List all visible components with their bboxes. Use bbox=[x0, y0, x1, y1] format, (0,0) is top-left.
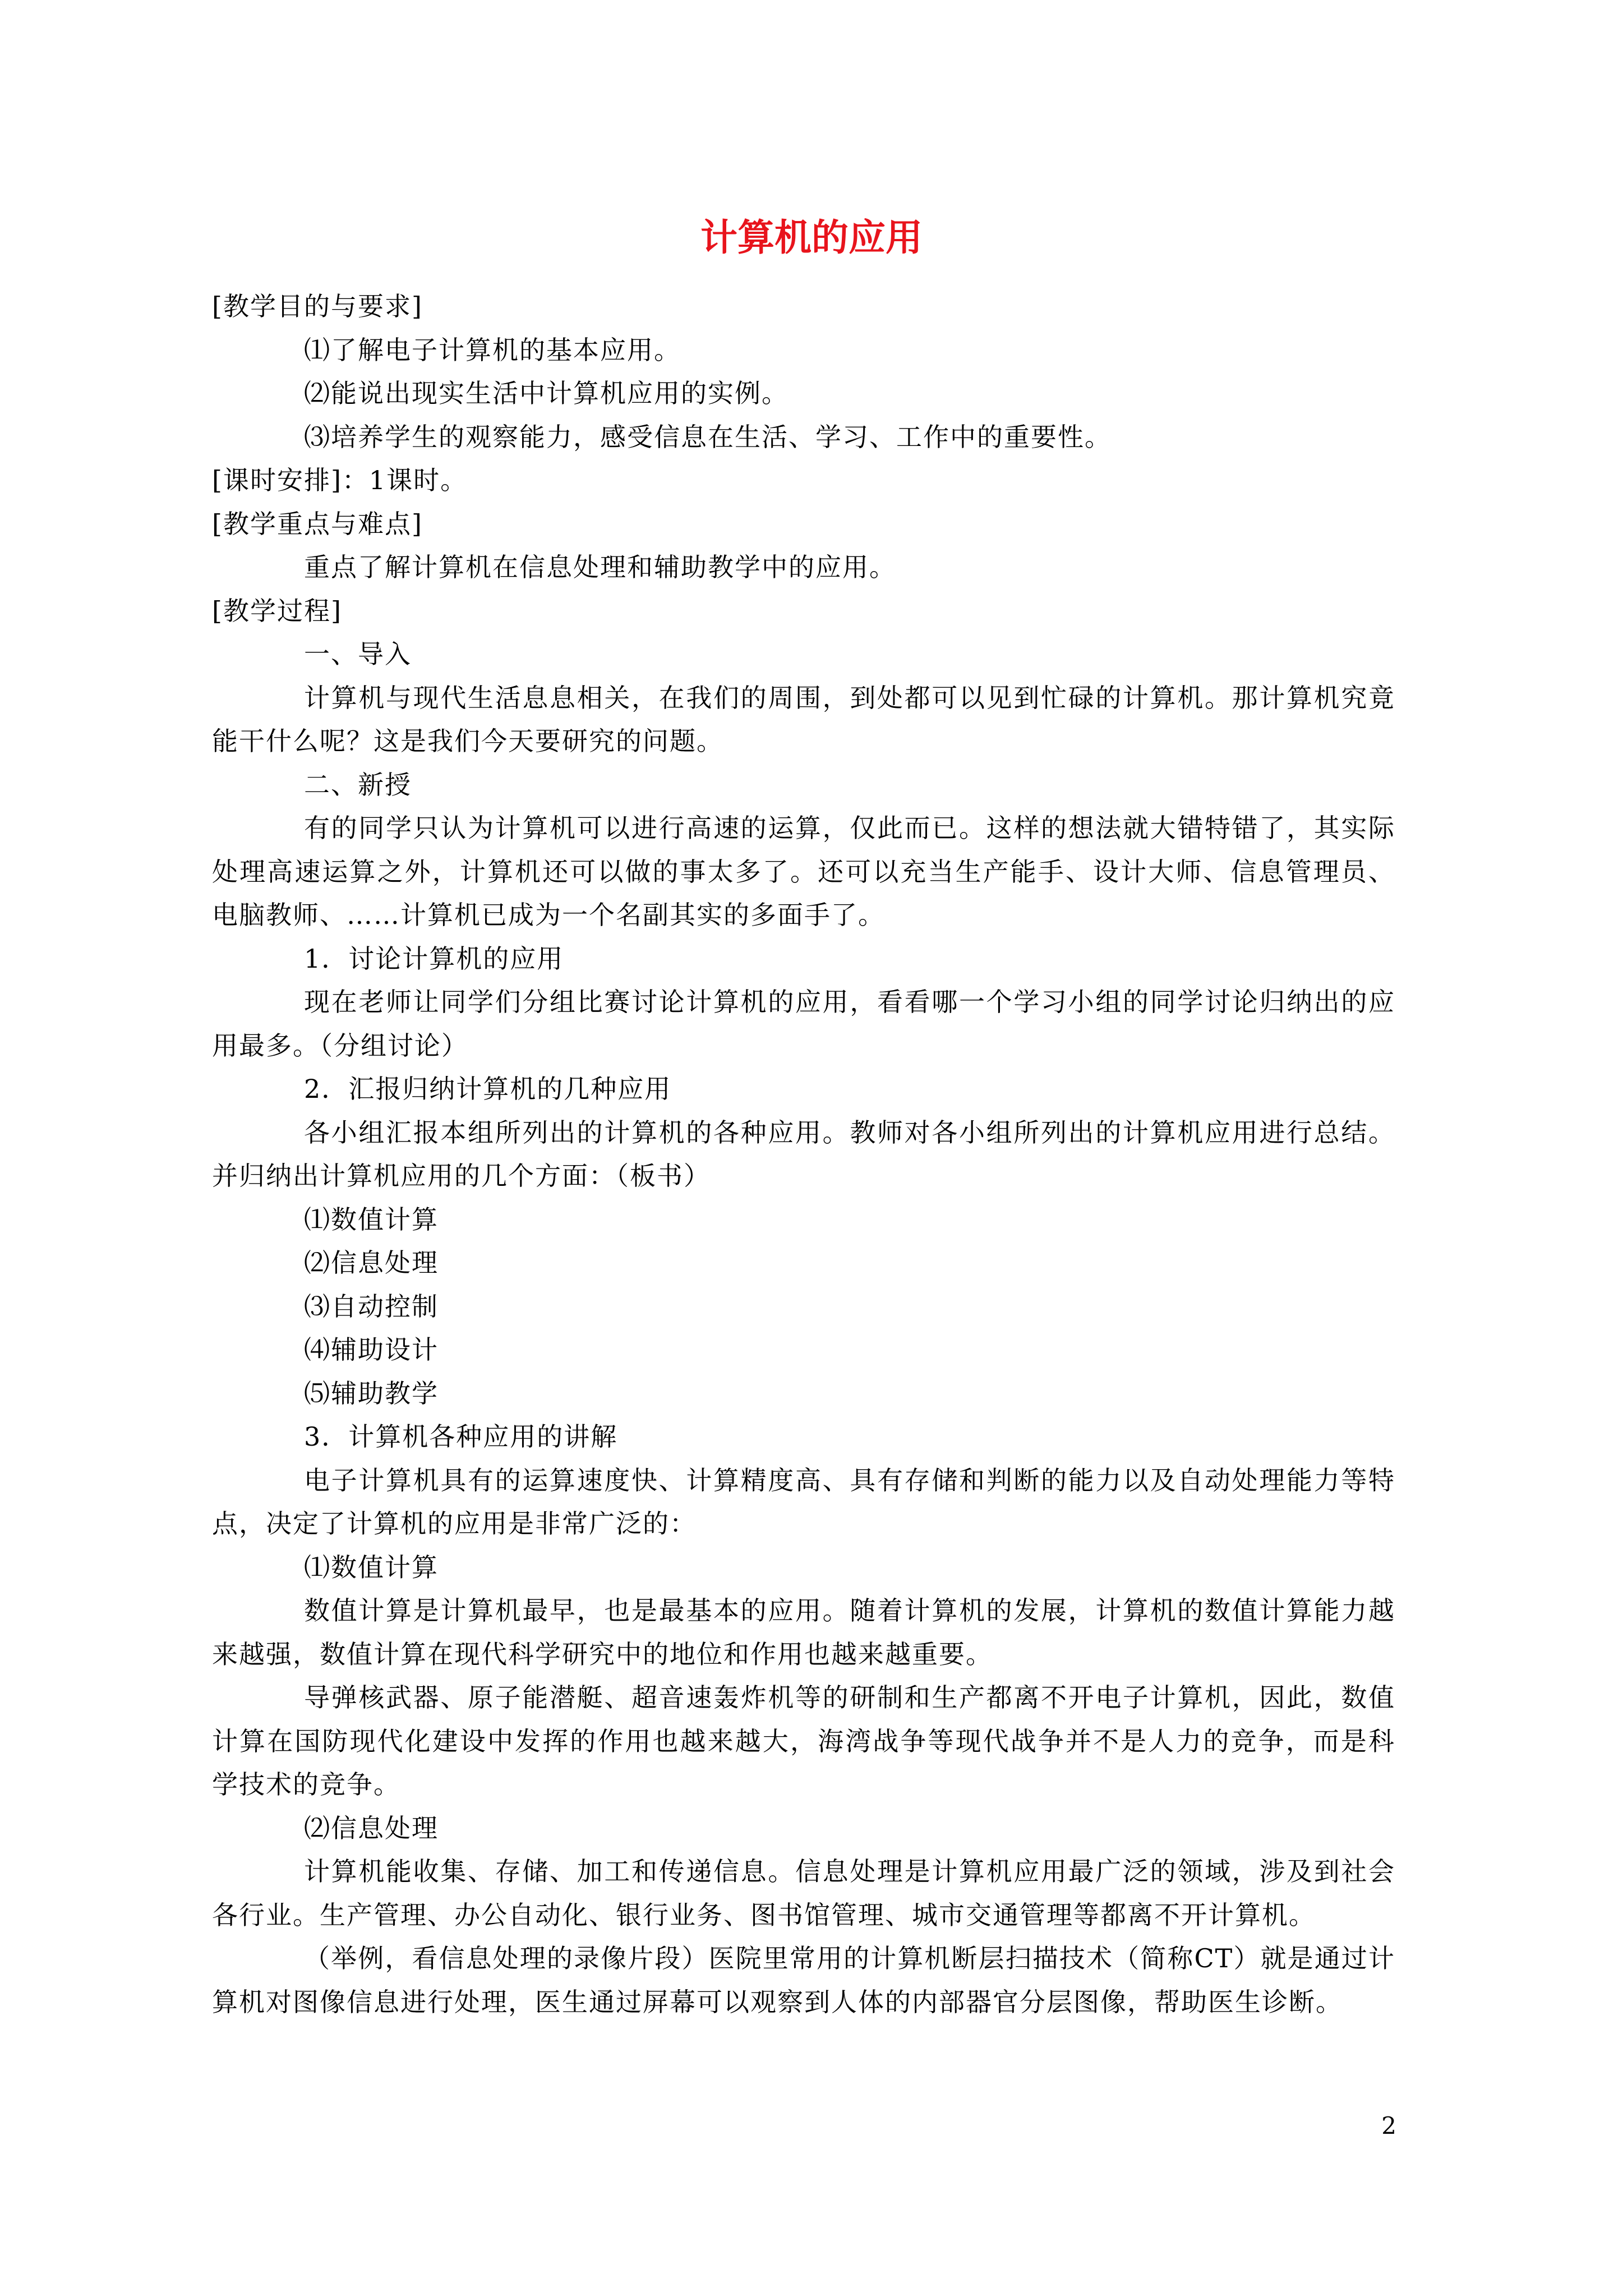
intro-paragraph: 计算机与现代生活息息相关，在我们的周围，到处都可以见到忙碌的计算机。那计算机究竟能干什么呢？这是我们今天要研究的问题。 bbox=[212, 682, 1395, 756]
objective-item: ⑴了解电子计算机的基本应用。 bbox=[304, 334, 681, 365]
application-item: ⑴数值计算 bbox=[304, 1204, 439, 1235]
step3-heading: 3．计算机各种应用的讲解 bbox=[304, 1421, 618, 1452]
application-item: ⑵信息处理 bbox=[304, 1248, 439, 1278]
schedule-line: [课时安排]：1课时。 bbox=[212, 465, 468, 495]
info-paragraph-1: 计算机能收集、存储、加工和传递信息。信息处理是计算机应用最广泛的领域，涉及到社会各行业。生产管理、办公自动化、银行业务、图书馆管理、城市交通管理等都离不开计算机。 bbox=[212, 1856, 1395, 1930]
step3-paragraph: 电子计算机具有的运算速度快、计算精度高、具有存储和判断的能力以及自动处理能力等特点，决定了计算机的应用是非常广泛的： bbox=[212, 1465, 1395, 1539]
step2-heading: 2．汇报归纳计算机的几种应用 bbox=[304, 1074, 672, 1104]
numeric-paragraph-2: 导弹核武器、原子能潜艇、超音速轰炸机等的研制和生产都离不开电子计算机，因此，数值计算在国防现代化建设中发挥的作用也越来越大，海湾战争等现代战争并不是人力的竞争，而是科学技术的竞争。 bbox=[212, 1682, 1395, 1800]
keypoints-heading: [教学重点与难点] bbox=[212, 508, 423, 539]
document-title: 计算机的应用 bbox=[700, 215, 923, 259]
intro-heading: 一、导入 bbox=[304, 639, 412, 669]
numeric-heading: ⑴数值计算 bbox=[304, 1552, 439, 1582]
step2-paragraph: 各小组汇报本组所列出的计算机的各种应用。教师对各小组所列出的计算机应用进行总结。并归纳出计算机应用的几个方面：（板书） bbox=[212, 1117, 1395, 1191]
info-heading: ⑵信息处理 bbox=[304, 1812, 439, 1843]
step1-paragraph: 现在老师让同学们分组比赛讨论计算机的应用，看看哪一个学习小组的同学讨论归纳出的应用最多。（分组讨论） bbox=[212, 987, 1395, 1061]
objective-item: ⑶培养学生的观察能力，感受信息在生活、学习、工作中的重要性。 bbox=[304, 421, 1112, 452]
objective-item: ⑵能说出现实生活中计算机应用的实例。 bbox=[304, 378, 789, 408]
step1-heading: 1．讨论计算机的应用 bbox=[304, 943, 564, 974]
info-paragraph-2: （举例，看信息处理的录像片段）医院里常用的计算机断层扫描技术（简称CT）就是通过计算机对图像信息进行处理，医生通过屏幕可以观察到人体的内部器官分层图像，帮助医生诊断。 bbox=[212, 1943, 1395, 2017]
application-item: ⑸辅助教学 bbox=[304, 1378, 439, 1409]
objectives-heading: [教学目的与要求] bbox=[212, 291, 423, 321]
new-lesson-heading: 二、新授 bbox=[304, 769, 412, 800]
new-lesson-paragraph: 有的同学只认为计算机可以进行高速的运算，仅此而已。这样的想法就大错特错了，其实际处理高速运算之外，计算机还可以做的事太多了。还可以充当生产能手、设计大师、信息管理员、电脑教师、……计算机已成为一个名副其实的多面手了。 bbox=[212, 813, 1395, 930]
application-item: ⑷辅助设计 bbox=[304, 1335, 439, 1365]
numeric-paragraph-1: 数值计算是计算机最早，也是最基本的应用。随着计算机的发展，计算机的数值计算能力越来越强，数值计算在现代科学研究中的地位和作用也越来越重要。 bbox=[212, 1595, 1395, 1669]
process-heading: [教学过程] bbox=[212, 595, 342, 626]
application-item: ⑶自动控制 bbox=[304, 1291, 439, 1322]
document-body bbox=[212, 285, 1395, 2024]
page-number: 2 bbox=[1381, 2112, 1396, 2139]
keypoints-text: 重点了解计算机在信息处理和辅助教学中的应用。 bbox=[304, 552, 896, 582]
